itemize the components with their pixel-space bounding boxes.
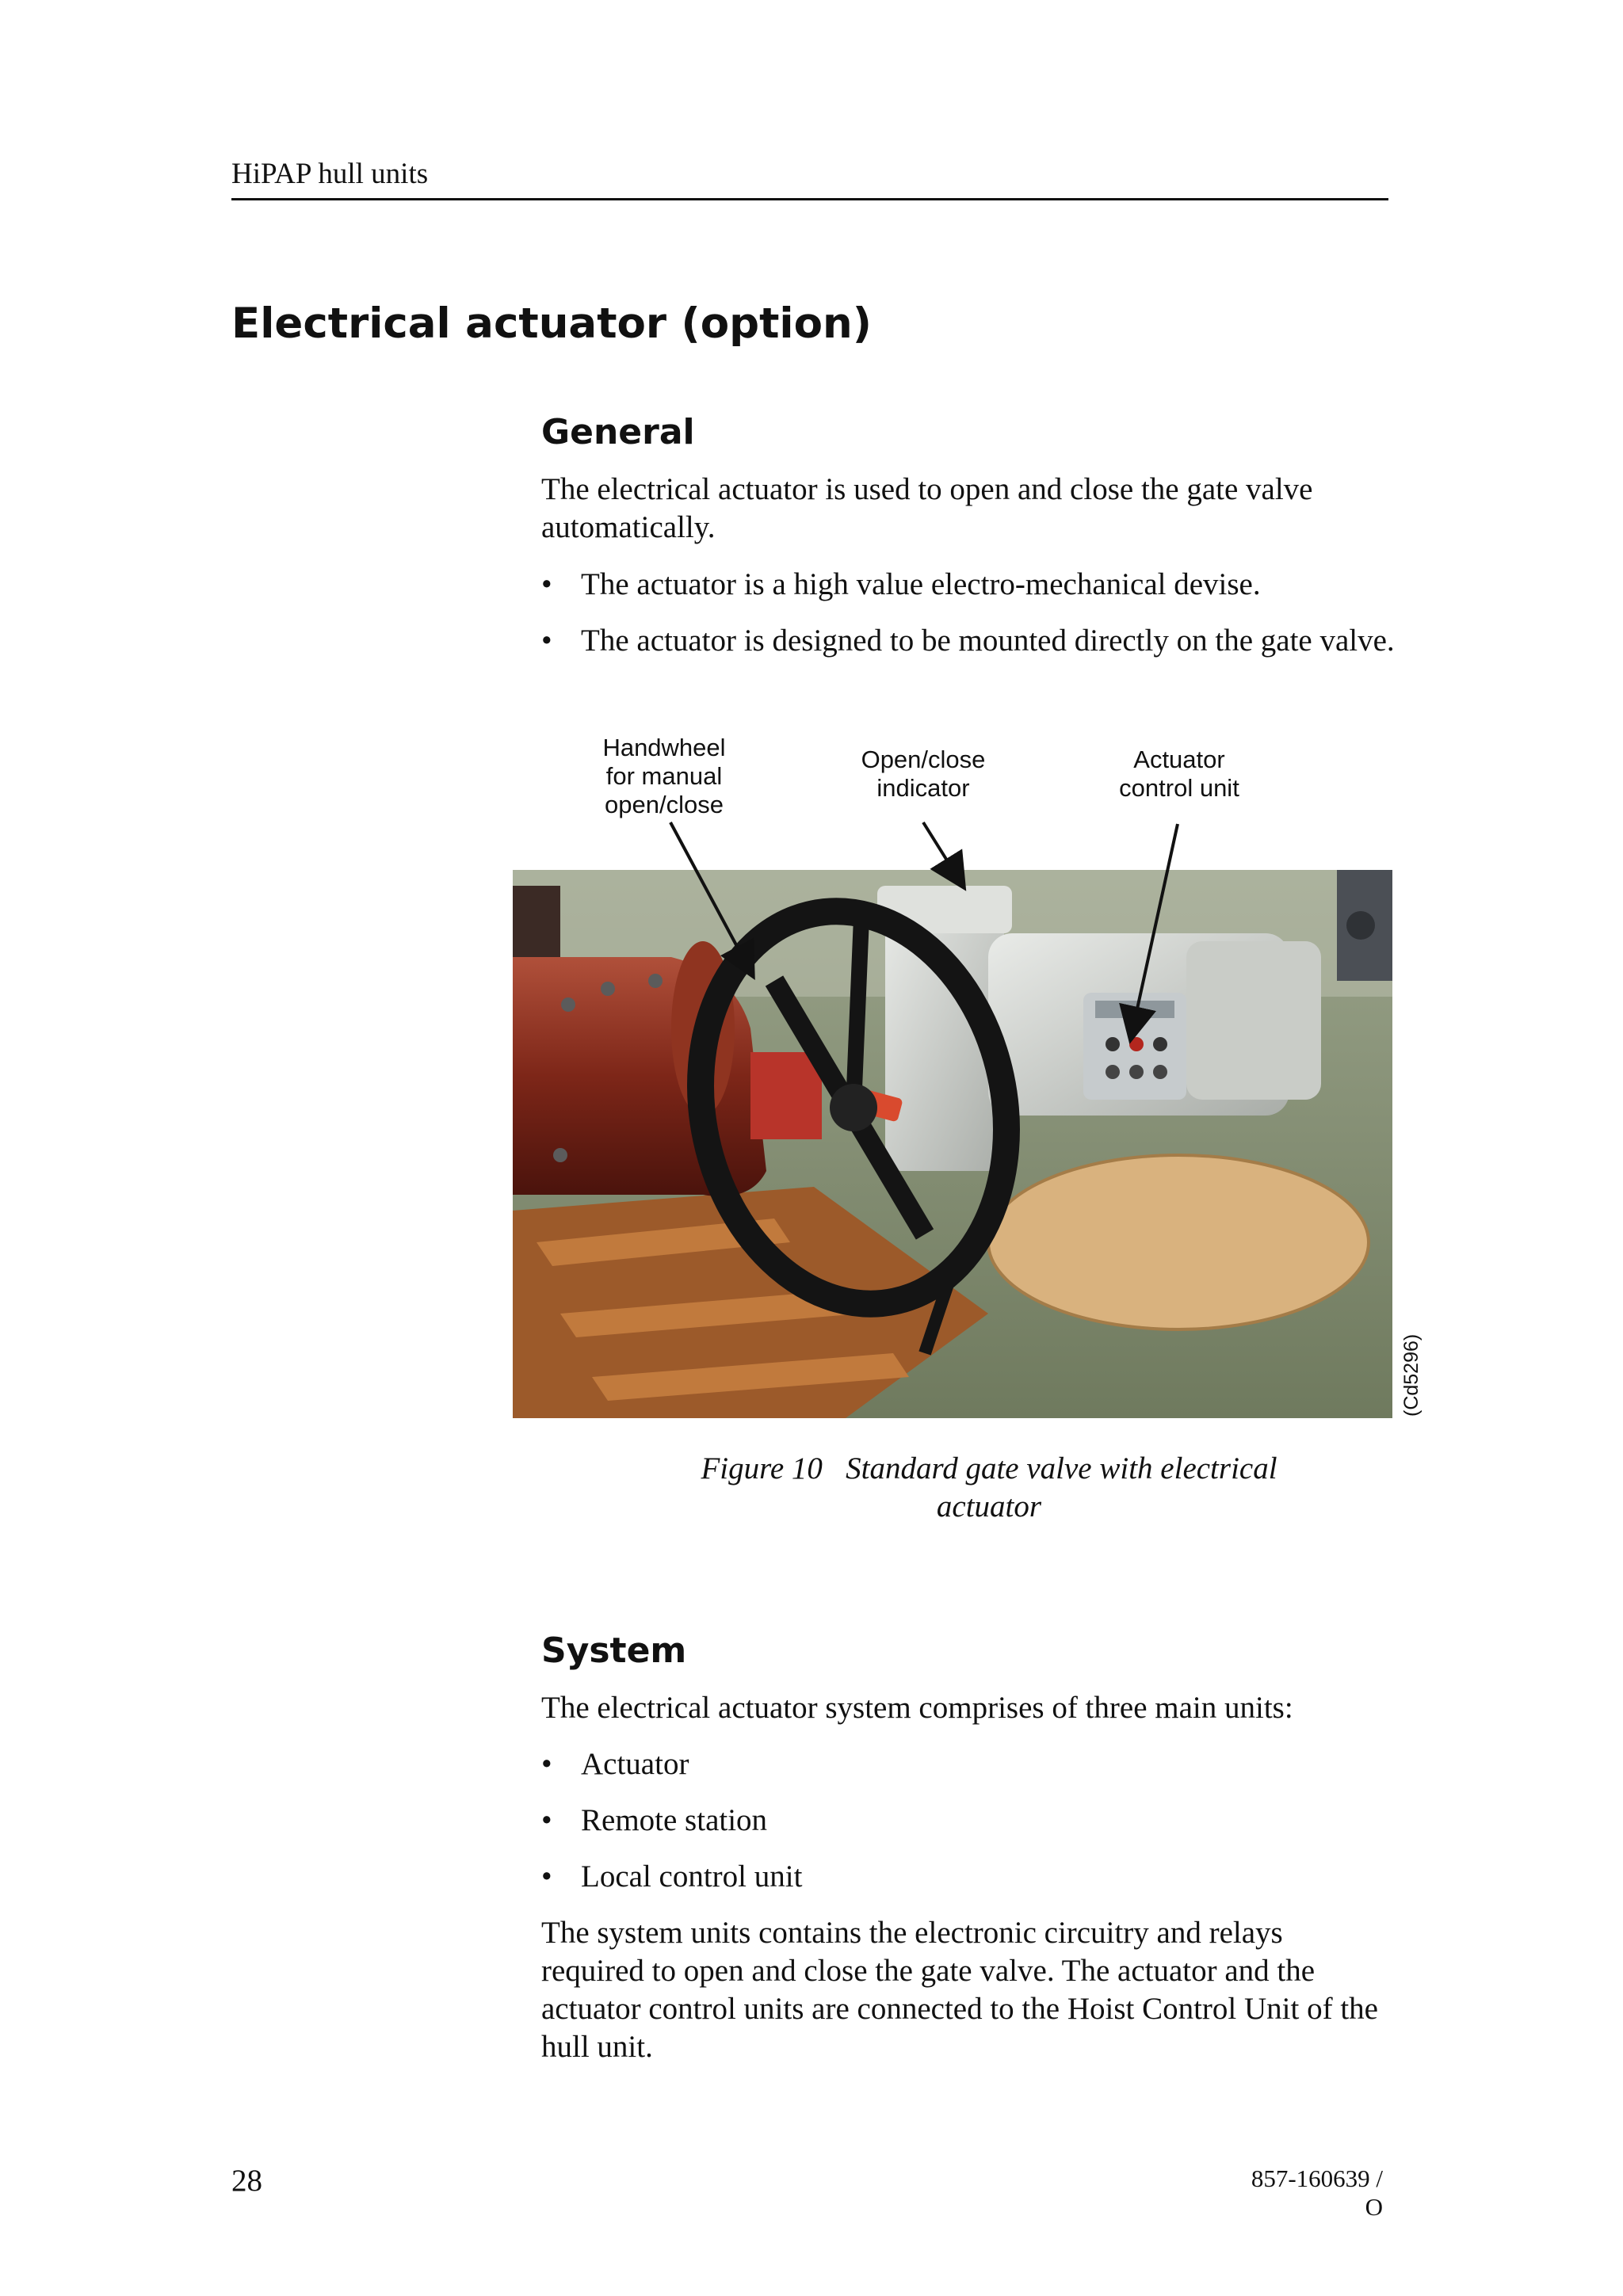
callout-line: open/close: [605, 791, 724, 818]
callout-line: Handwheel: [602, 734, 726, 761]
general-heading: General: [541, 412, 695, 452]
general-intro: The electrical actuator is used to open and close the gate valve automatically.: [541, 472, 1313, 544]
system-intro: The electrical actuator system comprises of three main units:: [541, 1691, 1293, 1725]
caption-line: actuator: [936, 1489, 1042, 1524]
system-paragraph: The system units contains the electronic circuitry and relays required to open and close the gate valve. The actuator and the actuator control units are connected to the Hoist Control Unit of the hull unit.: [541, 1916, 1378, 2064]
callout-line: Open/close: [861, 746, 986, 773]
callout-line: indicator: [876, 774, 970, 802]
system-bullet: • Actuator: [541, 1745, 1405, 1783]
document-number: 857-160639 / O: [1251, 2164, 1383, 2221]
callout-line: control unit: [1119, 774, 1239, 802]
header-rule: [231, 198, 1388, 200]
system-bullet: • Remote station: [541, 1802, 1405, 1840]
system-bullet: • Local control unit: [541, 1858, 1405, 1896]
system-heading: System: [541, 1630, 687, 1671]
figure-caption: [541, 1450, 1437, 1526]
callout-line: Actuator: [1133, 746, 1225, 773]
running-header: HiPAP hull units: [231, 158, 429, 190]
general-bullet: • The actuator is a high value electro-mechanical devise.: [541, 566, 1405, 604]
callout-indicator: [828, 746, 1018, 803]
callout-arrows: [513, 816, 1392, 1077]
photo-id: (Cd5296): [1400, 1333, 1423, 1417]
callout-handwheel: [569, 734, 759, 819]
caption-line: Figure 10 Standard gate valve with electrical: [701, 1451, 1277, 1486]
callout-line: for manual: [605, 762, 723, 790]
general-bullet: • The actuator is designed to be mounted directly on the gate valve.: [541, 622, 1405, 660]
section-title: Electrical actuator (option): [231, 299, 872, 348]
page-number: 28: [231, 2164, 262, 2198]
callout-control-unit: [1092, 746, 1266, 803]
